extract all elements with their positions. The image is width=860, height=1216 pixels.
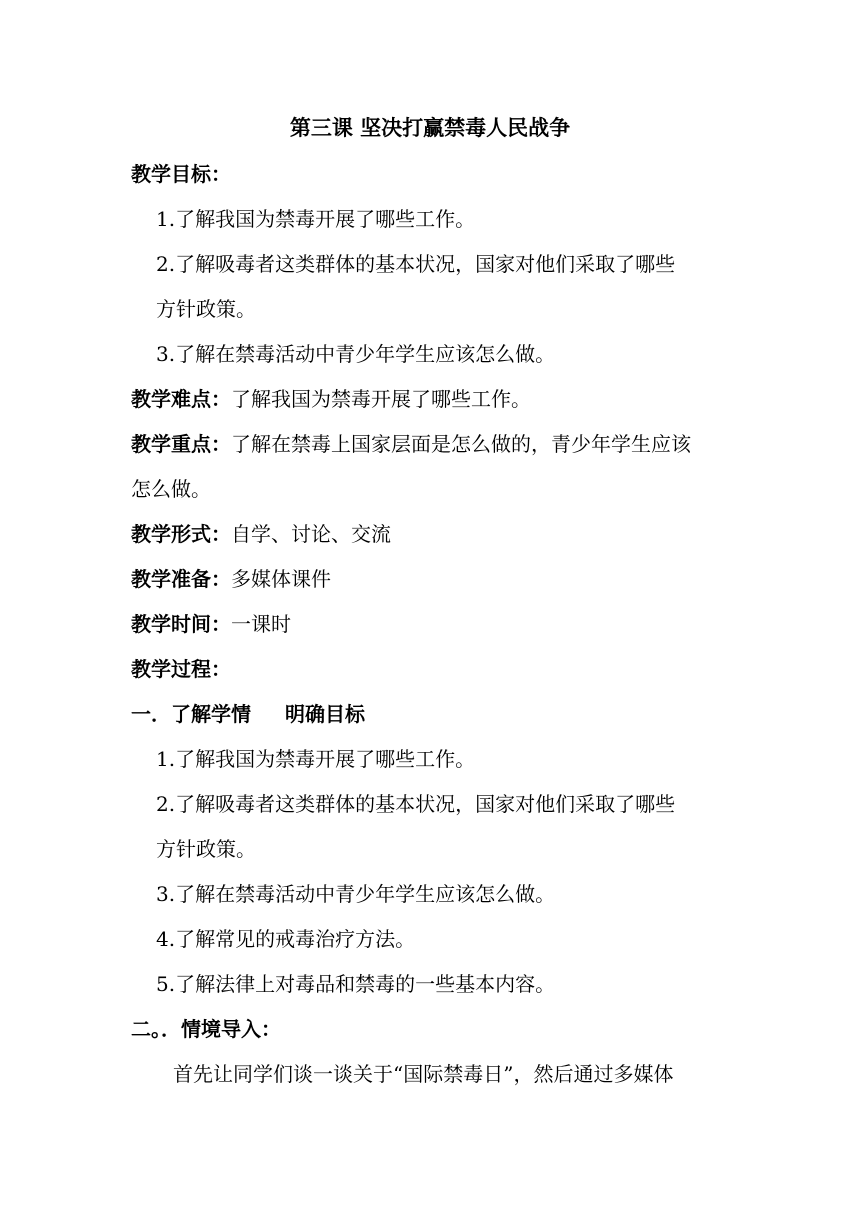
section2-heading: 二。．情境导入：: [131, 1017, 281, 1041]
form-row: [131, 520, 391, 548]
goal-item-2-cont: 方针政策。: [156, 297, 256, 321]
section1-heading: [131, 700, 365, 728]
section1-item-1: 1.了解我国为禁毒开展了哪些工作。: [156, 747, 476, 771]
goal-item-3: 3.了解在禁毒活动中青少年学生应该怎么做。: [156, 342, 556, 366]
section1-item-2-cont: 方针政策。: [156, 837, 256, 861]
page-title: 第三课 坚决打赢禁毒人民战争: [289, 115, 571, 140]
preparation-label: 教学准备：: [131, 567, 231, 591]
difficulty-text: 了解我国为禁毒开展了哪些工作。: [231, 387, 531, 411]
key-points-text-cont: 怎么做。: [131, 477, 211, 501]
section1-title-b: 明确目标: [285, 702, 365, 726]
preparation-text: 多媒体课件: [231, 567, 331, 591]
preparation-row: [131, 565, 331, 593]
section1-item-3: 3.了解在禁毒活动中青少年学生应该怎么做。: [156, 882, 556, 906]
difficulty-row: [131, 385, 531, 413]
key-points-text: 了解在禁毒上国家层面是怎么做的，青少年学生应该: [231, 432, 691, 456]
goal-item-2: 2.了解吸毒者这类群体的基本状况，国家对他们采取了哪些: [156, 252, 676, 276]
key-points-row: [131, 430, 691, 458]
section1-item-5: 5.了解法律上对毒品和禁毒的一些基本内容。: [156, 972, 556, 996]
form-text: 自学、讨论、交流: [231, 522, 391, 546]
form-label: 教学形式：: [131, 522, 231, 546]
section1-number: 一．: [131, 702, 171, 726]
time-label: 教学时间：: [131, 612, 231, 636]
goals-heading: 教学目标：: [131, 162, 231, 186]
section1-item-2: 2.了解吸毒者这类群体的基本状况，国家对他们采取了哪些: [156, 792, 676, 816]
time-text: 一课时: [231, 612, 291, 636]
section2-paragraph: 首先让同学们谈一谈关于“国际禁毒日”，然后通过多媒体: [173, 1062, 674, 1086]
process-heading: 教学过程：: [131, 657, 231, 681]
section1-title-a: 了解学情: [171, 702, 251, 726]
time-row: [131, 610, 291, 638]
section1-item-4: 4.了解常见的戒毒治疗方法。: [156, 927, 416, 951]
difficulty-label: 教学难点：: [131, 387, 231, 411]
goal-item-1: 1.了解我国为禁毒开展了哪些工作。: [156, 207, 476, 231]
key-points-label: 教学重点：: [131, 432, 231, 456]
